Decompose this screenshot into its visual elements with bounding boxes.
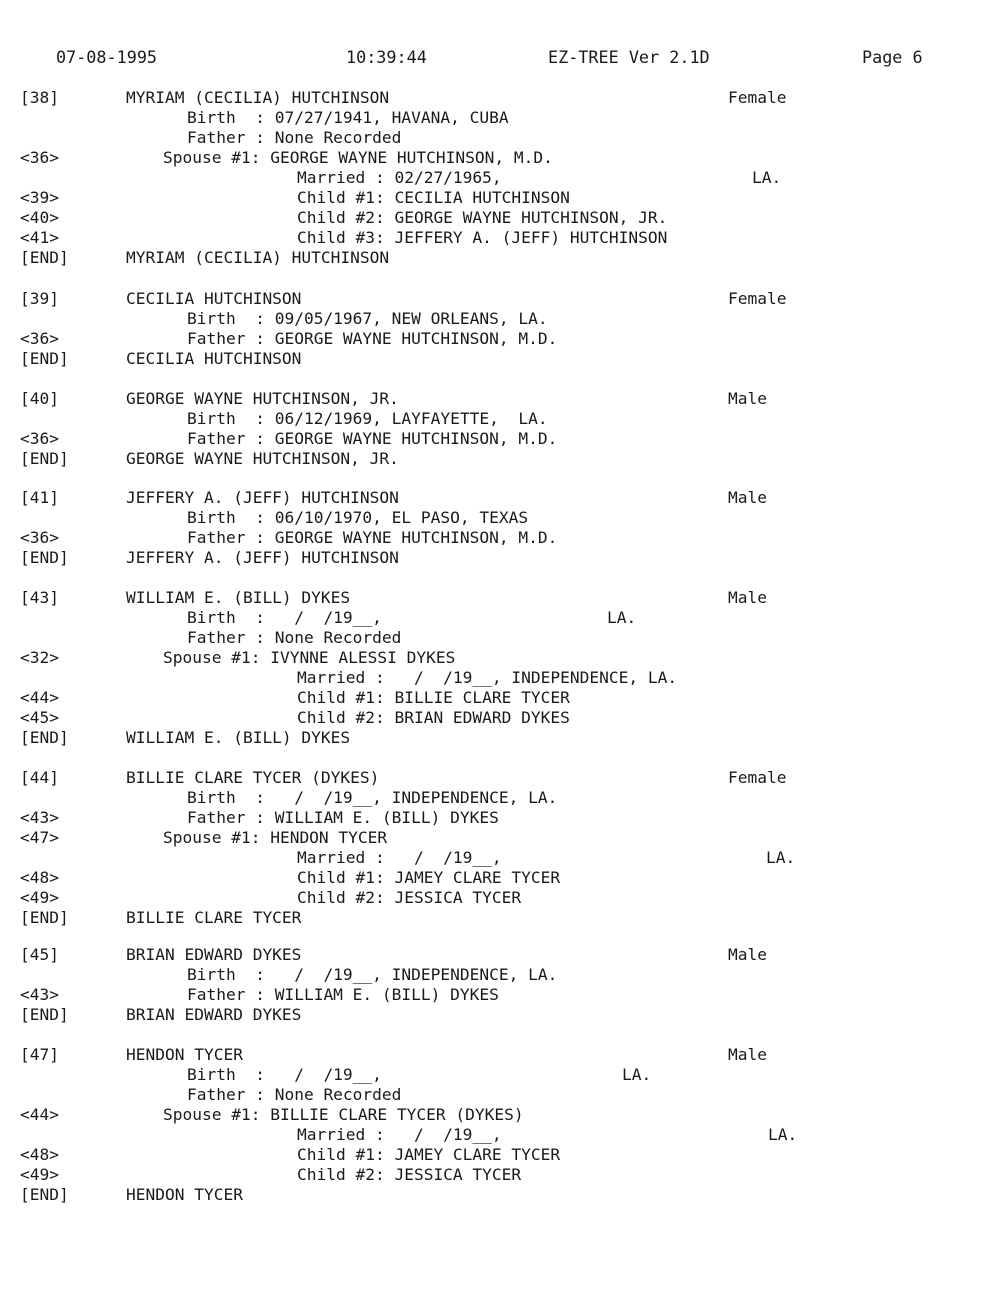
- place-state: LA.: [607, 608, 637, 627]
- record-end-line: [0, 728, 992, 748]
- record-end-line: [0, 908, 992, 928]
- record-detail: Spouse #1: HENDON TYCER: [163, 828, 388, 847]
- record-detail: Child #2: JESSICA TYCER: [297, 888, 522, 907]
- record-line: [0, 688, 992, 708]
- sex-label: Female: [728, 289, 787, 308]
- record-line: [0, 168, 992, 188]
- record-detail: Father : GEORGE WAYNE HUTCHINSON, M.D.: [187, 429, 558, 448]
- record-id: [38]: [20, 88, 59, 107]
- sex-label: Female: [728, 88, 787, 107]
- record-line: [0, 828, 992, 848]
- record-header-line: [0, 588, 992, 608]
- record-id: [43]: [20, 588, 59, 607]
- record-detail: Father : GEORGE WAYNE HUTCHINSON, M.D.: [187, 329, 558, 348]
- record-id: <48>: [20, 1145, 59, 1164]
- record-line: [0, 808, 992, 828]
- record-header-line: [0, 389, 992, 409]
- place-state: LA.: [752, 168, 782, 187]
- report-date: 07-08-1995: [56, 47, 158, 67]
- record-end-line: [0, 248, 992, 268]
- record-detail: Child #2: GEORGE WAYNE HUTCHINSON, JR.: [297, 208, 668, 227]
- record-id: <36>: [20, 148, 59, 167]
- record-line: [0, 965, 992, 985]
- record-detail: Birth : / /19__, INDEPENDENCE, LA.: [187, 965, 558, 984]
- record-detail: Spouse #1: IVYNNE ALESSI DYKES: [163, 648, 456, 667]
- record-detail: BRIAN EDWARD DYKES: [126, 1005, 302, 1024]
- program-version: EZ-TREE Ver 2.1D: [548, 47, 710, 67]
- record-id: [END]: [20, 728, 69, 747]
- person-name: JEFFERY A. (JEFF) HUTCHINSON: [126, 488, 399, 507]
- record-detail: Birth : 06/12/1969, LAYFAYETTE, LA.: [187, 409, 548, 428]
- sex-label: Female: [728, 768, 787, 787]
- record-header-line: [0, 768, 992, 788]
- record-end-line: [0, 1005, 992, 1025]
- record-line: [0, 985, 992, 1005]
- record-line: [0, 1165, 992, 1185]
- record-id: <36>: [20, 429, 59, 448]
- record-line: [0, 888, 992, 908]
- record-line: [0, 1145, 992, 1165]
- record-line: [0, 508, 992, 528]
- record-end-line: [0, 1185, 992, 1205]
- record-line: [0, 1065, 992, 1085]
- person-name: BILLIE CLARE TYCER (DYKES): [126, 768, 380, 787]
- record-detail: WILLIAM E. (BILL) DYKES: [126, 728, 351, 747]
- record-id: [40]: [20, 389, 59, 408]
- record-detail: Child #1: JAMEY CLARE TYCER: [297, 1145, 561, 1164]
- record-line: [0, 228, 992, 248]
- record-line: [0, 309, 992, 329]
- record-detail: BILLIE CLARE TYCER: [126, 908, 302, 927]
- sex-label: Male: [728, 389, 767, 408]
- record-detail: Child #2: BRIAN EDWARD DYKES: [297, 708, 570, 727]
- record-detail: Birth : / /19__,: [187, 608, 382, 627]
- record-detail: Father : None Recorded: [187, 128, 402, 147]
- record-header-line: [0, 488, 992, 508]
- record-id: [END]: [20, 1185, 69, 1204]
- record-line: [0, 708, 992, 728]
- record-line: [0, 528, 992, 548]
- record-id: <36>: [20, 528, 59, 547]
- sex-label: Male: [728, 588, 767, 607]
- record-detail: Married : / /19__,: [297, 848, 502, 867]
- record-detail: Birth : 09/05/1967, NEW ORLEANS, LA.: [187, 309, 548, 328]
- record-detail: Father : GEORGE WAYNE HUTCHINSON, M.D.: [187, 528, 558, 547]
- record-detail: Birth : 07/27/1941, HAVANA, CUBA: [187, 108, 509, 127]
- record-id: <39>: [20, 188, 59, 207]
- person-name: MYRIAM (CECILIA) HUTCHINSON: [126, 88, 390, 107]
- record-detail: Birth : 06/10/1970, EL PASO, TEXAS: [187, 508, 529, 527]
- record-id: <45>: [20, 708, 59, 727]
- sex-label: Male: [728, 945, 767, 964]
- record-header-line: [0, 1045, 992, 1065]
- place-state: LA.: [622, 1065, 652, 1084]
- record-detail: Father : WILLIAM E. (BILL) DYKES: [187, 808, 499, 827]
- record-line: [0, 668, 992, 688]
- record-header-line: [0, 289, 992, 309]
- record-line: [0, 429, 992, 449]
- record-id: [44]: [20, 768, 59, 787]
- record-detail: Married : / /19__,: [297, 1125, 502, 1144]
- person-name: CECILIA HUTCHINSON: [126, 289, 302, 308]
- record-detail: JEFFERY A. (JEFF) HUTCHINSON: [126, 548, 399, 567]
- record-detail: Father : None Recorded: [187, 1085, 402, 1104]
- person-name: WILLIAM E. (BILL) DYKES: [126, 588, 351, 607]
- record-detail: GEORGE WAYNE HUTCHINSON, JR.: [126, 449, 399, 468]
- record-id: <47>: [20, 828, 59, 847]
- record-detail: Child #3: JEFFERY A. (JEFF) HUTCHINSON: [297, 228, 668, 247]
- record-id: [END]: [20, 548, 69, 567]
- record-id: <48>: [20, 868, 59, 887]
- person-name: HENDON TYCER: [126, 1045, 243, 1064]
- record-detail: Father : WILLIAM E. (BILL) DYKES: [187, 985, 499, 1004]
- record-id: [45]: [20, 945, 59, 964]
- record-end-line: [0, 349, 992, 369]
- record-line: [0, 409, 992, 429]
- record-line: [0, 128, 992, 148]
- record-id: <44>: [20, 688, 59, 707]
- record-header-line: [0, 88, 992, 108]
- record-line: [0, 788, 992, 808]
- record-id: <40>: [20, 208, 59, 227]
- record-line: [0, 188, 992, 208]
- record-line: [0, 108, 992, 128]
- record-id: <41>: [20, 228, 59, 247]
- record-detail: CECILIA HUTCHINSON: [126, 349, 302, 368]
- place-state: LA.: [768, 1125, 798, 1144]
- record-detail: Birth : / /19__, INDEPENDENCE, LA.: [187, 788, 558, 807]
- record-detail: Spouse #1: GEORGE WAYNE HUTCHINSON, M.D.: [163, 148, 553, 167]
- record-line: [0, 148, 992, 168]
- record-detail: Father : None Recorded: [187, 628, 402, 647]
- record-id: [39]: [20, 289, 59, 308]
- report-time: 10:39:44: [346, 47, 427, 67]
- record-id: [END]: [20, 449, 69, 468]
- record-detail: HENDON TYCER: [126, 1185, 243, 1204]
- record-id: <32>: [20, 648, 59, 667]
- record-detail: Child #2: JESSICA TYCER: [297, 1165, 522, 1184]
- record-id: <44>: [20, 1105, 59, 1124]
- page-number: Page 6: [862, 47, 923, 67]
- record-line: [0, 1125, 992, 1145]
- record-line: [0, 648, 992, 668]
- record-id: <49>: [20, 1165, 59, 1184]
- record-header-line: [0, 945, 992, 965]
- record-id: <49>: [20, 888, 59, 907]
- record-detail: Married : / /19__, INDEPENDENCE, LA.: [297, 668, 678, 687]
- record-id: [47]: [20, 1045, 59, 1064]
- person-name: BRIAN EDWARD DYKES: [126, 945, 302, 964]
- record-detail: Child #1: BILLIE CLARE TYCER: [297, 688, 570, 707]
- record-id: [END]: [20, 248, 69, 267]
- record-detail: Child #1: CECILIA HUTCHINSON: [297, 188, 570, 207]
- record-line: [0, 608, 992, 628]
- record-detail: Birth : / /19__,: [187, 1065, 382, 1084]
- place-state: LA.: [766, 848, 796, 867]
- record-line: [0, 868, 992, 888]
- record-end-line: [0, 548, 992, 568]
- record-line: [0, 1085, 992, 1105]
- record-end-line: [0, 449, 992, 469]
- record-line: [0, 329, 992, 349]
- record-detail: MYRIAM (CECILIA) HUTCHINSON: [126, 248, 390, 267]
- person-name: GEORGE WAYNE HUTCHINSON, JR.: [126, 389, 399, 408]
- record-line: [0, 1105, 992, 1125]
- record-detail: Spouse #1: BILLIE CLARE TYCER (DYKES): [163, 1105, 524, 1124]
- record-id: <36>: [20, 329, 59, 348]
- record-line: [0, 848, 992, 868]
- record-id: <43>: [20, 985, 59, 1004]
- record-detail: Married : 02/27/1965,: [297, 168, 502, 187]
- sex-label: Male: [728, 488, 767, 507]
- record-id: [END]: [20, 908, 69, 927]
- record-line: [0, 208, 992, 228]
- sex-label: Male: [728, 1045, 767, 1064]
- record-id: [END]: [20, 349, 69, 368]
- record-id: [END]: [20, 1005, 69, 1024]
- record-id: <43>: [20, 808, 59, 827]
- record-detail: Child #1: JAMEY CLARE TYCER: [297, 868, 561, 887]
- record-line: [0, 628, 992, 648]
- record-id: [41]: [20, 488, 59, 507]
